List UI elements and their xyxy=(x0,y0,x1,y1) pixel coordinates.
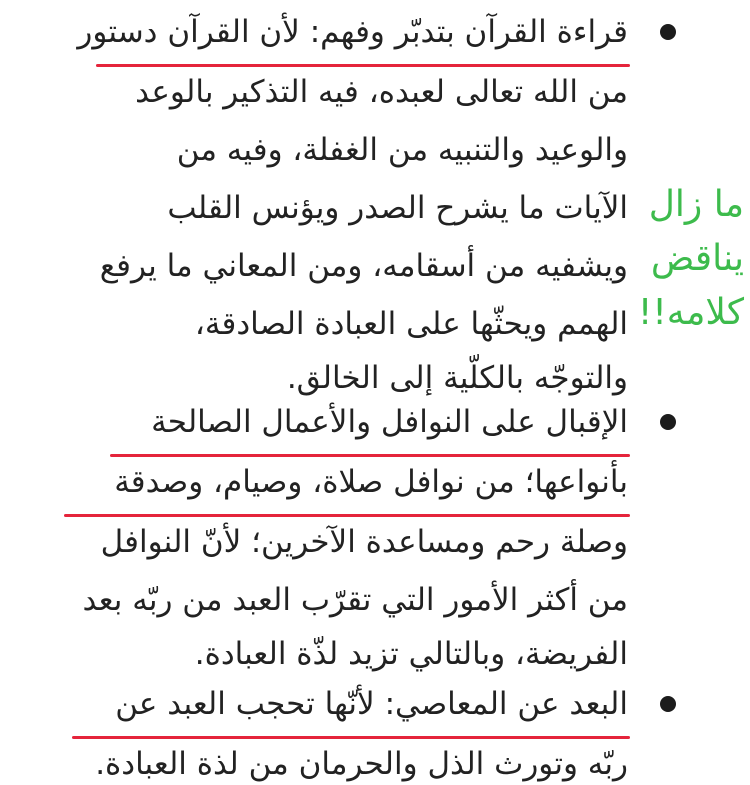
bullet-dot xyxy=(660,414,676,430)
paragraph-line: وصلة رحم ومساعدة الآخرين؛ لأنّ النوافل xyxy=(100,524,628,560)
margin-annotation-line: ما زال xyxy=(648,184,744,225)
paragraph-line: بأنواعها؛ من نوافل صلاة، وصيام، وصدقة xyxy=(114,464,628,500)
paragraph-line: والتوجّه بالكلّية إلى الخالق. xyxy=(286,360,628,396)
paragraph-line: ويشفيه من أسقامه، ومن المعاني ما يرفع xyxy=(99,248,628,284)
paragraph-line: البعد عن المعاصي: لأنّها تحجب العبد عن xyxy=(115,686,628,722)
paragraph-line: الفريضة، وبالتالي تزيد لذّة العبادة. xyxy=(194,636,628,672)
bullet-dot xyxy=(660,24,676,40)
paragraph-line: من الله تعالى لعبده، فيه التذكير بالوعد xyxy=(135,74,628,110)
underline-mark xyxy=(64,514,630,517)
underline-mark xyxy=(72,736,630,739)
paragraph-line: ربّه وتورث الذل والحرمان من لذة العبادة. xyxy=(95,746,628,782)
paragraph-line: من أكثر الأمور التي تقرّب العبد من ربّه بعد xyxy=(82,582,628,618)
paragraph-line: الإقبال على النوافل والأعمال الصالحة xyxy=(151,404,628,440)
underline-mark xyxy=(96,64,630,67)
bullet-dot xyxy=(660,696,676,712)
underline-mark xyxy=(110,454,630,457)
paragraph-line: الآيات ما يشرح الصدر ويؤنس القلب xyxy=(167,190,628,226)
paragraph-line: قراءة القرآن بتدبّر وفهم: لأن القرآن دستور xyxy=(77,14,628,50)
paragraph-line: والوعيد والتنبيه من الغفلة، وفيه من xyxy=(176,132,628,168)
margin-annotation-line: كلامه!! xyxy=(637,292,744,333)
paragraph-line: الهمم ويحثّها على العبادة الصادقة، xyxy=(194,306,628,342)
margin-annotation-line: يناقض xyxy=(650,238,744,279)
